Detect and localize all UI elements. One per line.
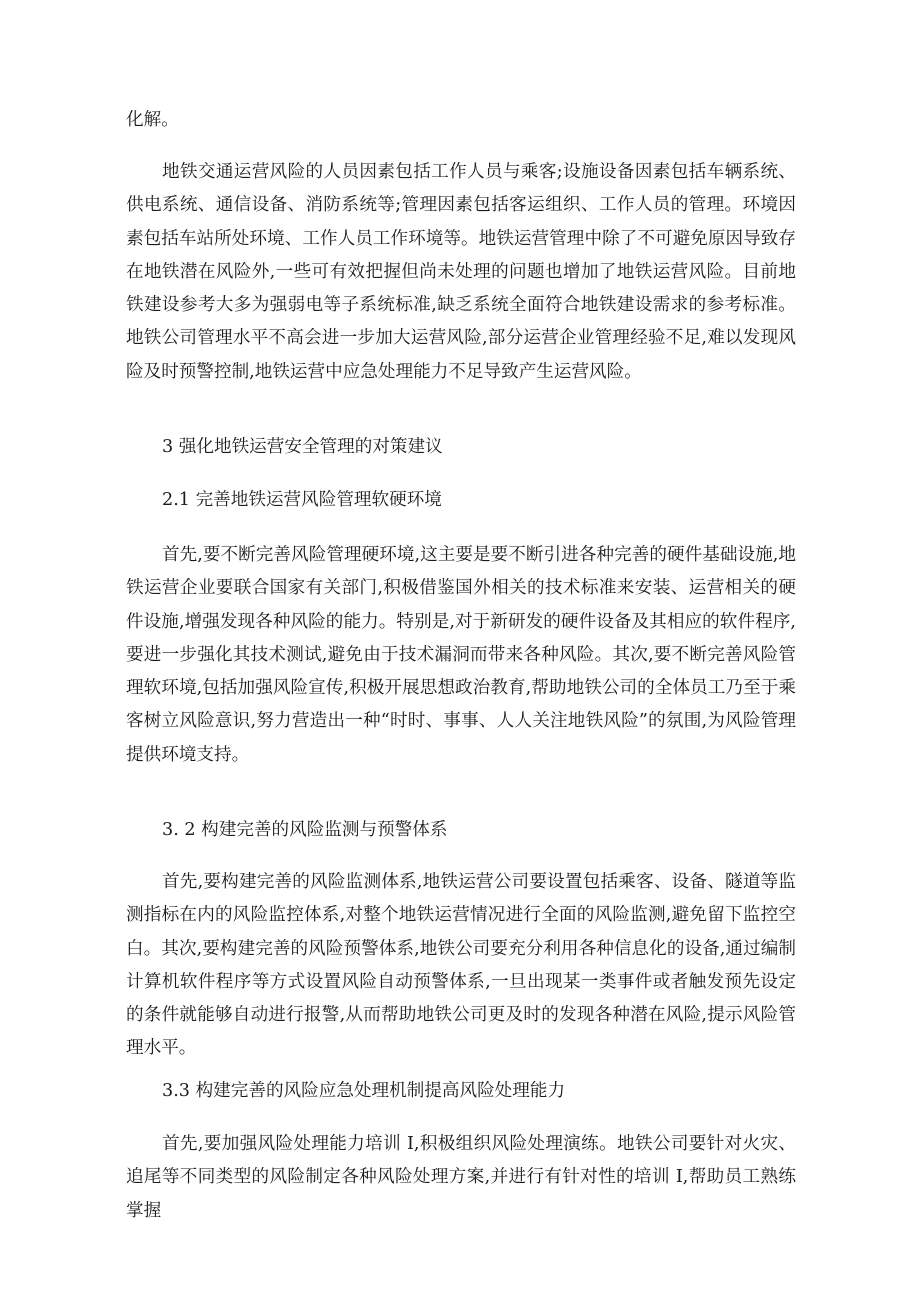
paragraph-risk-factors: 地铁交通运营风险的人员因素包括工作人员与乘客;设施设备因素包括车辆系统、供电系统、通信设备、消防系统等;管理因素包括客运组织、工作人员的管理。环境因素包括车站所处环境、工作人员工作环境等。地铁运营管理中除了不可避免原因导致存在地铁潜在风险外,一些可有效把握但尚未处理的问题也增加了地铁运营风险。目前地铁建设参考大多为强弱电等子系统标准,缺乏系统全面符合地铁建设需求的参考标准。地铁公司管理水平不高会进一步加大运营风险,部分运营企业管理经验不足,难以发现风险及时预警控制,地铁运营中应急处理能力不足导致产生运营风险。 (126, 162, 796, 382)
paragraph-3-3: 首先,要加强风险处理能力培训 I,积极组织风险处理演练。地铁公司要针对火灾、追尾等不同类型的风险制定各种风险处理方案,并进行有针对性的培训 I,帮助员工熟练掌握 (126, 1134, 796, 1221)
subsection-heading-3-1: 2.1 完善地铁运营风险管理软硬环境 (162, 490, 442, 510)
paragraph-fragment: 化解。 (126, 110, 179, 130)
paragraph-3-1: 首先,要不断完善风险管理硬环境,这主要是要不断引进各种完善的硬件基础设施,地铁运营企业要联合国家有关部门,积极借鉴国外相关的技术标准来安装、运营相关的硬件设施,增强发现各种风险的能力。特别是,对于新研发的硬件设备及其相应的软件程序,要进一步强化其技术测试,避免由于技术漏洞而带来各种风险。其次,要不断完善风险管理软环境,包括加强风险宣传,积极开展思想政治教育,帮助地铁公司的全体员工乃至于乘客树立风险意识,努力营造出一种“时时、事事、人人关注地铁风险”的氛围,为风险管理提供环境支持。 (126, 545, 796, 765)
subsection-heading-3-3: 3.3 构建完善的风险应急处理机制提高风险处理能力 (162, 1081, 566, 1101)
section-heading-3: 3 强化地铁运营安全管理的对策建议 (162, 437, 443, 457)
subsection-heading-3-2: 3. 2 构建完善的风险监测与预警体系 (162, 820, 448, 840)
paragraph-3-2: 首先,要构建完善的风险监测体系,地铁运营公司要设置包括乘客、设备、隧道等监测指标在内的风险监控体系,对整个地铁运营情况进行全面的风险监测,避免留下监控空白。其次,要构建完善的风险预警体系,地铁公司要充分利用各种信息化的设备,通过编制计算机软件程序等方式设置风险自动预警体系,一旦出现某一类事件或者触发预先设定的条件就能够自动进行报警,从而帮助地铁公司更及时的发现各种潜在风险,提示风险管理水平。 (126, 872, 796, 1059)
